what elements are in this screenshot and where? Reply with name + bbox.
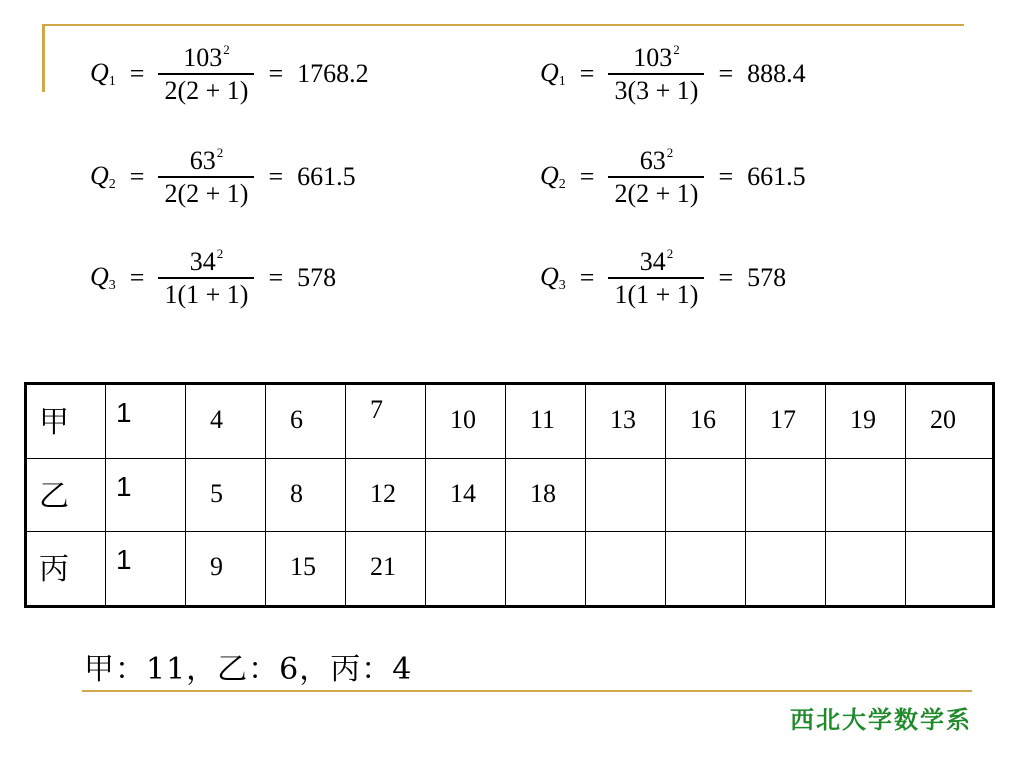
equals-sign: = [718,58,734,88]
table-cell: 1 [106,458,186,532]
table-cell: 1 [106,384,186,459]
formula-result: 888.4 [747,58,806,88]
table-cell [906,532,994,607]
formula-left-q2 [90,145,356,209]
table-cell [506,532,586,607]
table-cell: 20 [906,384,994,459]
equals-sign: = [268,161,284,191]
formula-left-q3 [90,246,336,310]
table-cell [666,532,746,607]
formula-lhs: $Q_2$ [540,160,566,192]
denominator: 1(1 + 1) [164,279,249,309]
table-cell: 7 [346,384,426,459]
table-cell: 6 [266,384,346,459]
formula-lhs: $Q_1$ [540,57,566,89]
row-label: 丙 [39,553,69,587]
equals-sign: = [268,58,284,88]
formula-right-q2 [540,145,806,209]
formula-result: 661.5 [297,161,356,191]
formula-right-q3 [540,246,786,310]
table-cell: 8 [266,458,346,532]
equals-sign: = [129,58,145,88]
frame-top-line [44,24,964,26]
formula-result: 661.5 [747,161,806,191]
table-cell [666,458,746,532]
formula-left-q1 [90,42,369,106]
fraction [608,246,704,310]
table-cell [586,532,666,607]
allocation-table [24,382,995,608]
table-cell: 19 [826,384,906,459]
equals-sign: = [579,161,595,191]
table-cell [746,532,826,607]
denominator: 3(3 + 1) [614,75,699,105]
row-label-cell [26,532,106,607]
denominator: 1(1 + 1) [614,279,699,309]
denominator: 2(2 + 1) [164,178,249,208]
table-cell: 18 [506,458,586,532]
formula-result: 578 [747,262,787,292]
formula-lhs: $Q_3$ [90,261,116,293]
row-label: 甲 [39,406,69,439]
table-cell: 5 [186,458,266,532]
table-cell: 21 [346,532,426,607]
row-label-cell [26,384,106,459]
table-cell [586,458,666,532]
equals-sign: = [718,262,734,292]
equals-sign: = [579,58,595,88]
table-cell [426,532,506,607]
summary-text: 甲：11，乙：6，丙：4 [84,652,413,687]
table-cell [746,458,826,532]
numerator: $34^2$ [189,246,224,276]
table-cell [906,458,994,532]
table-cell: 10 [426,384,506,459]
fraction [158,42,254,106]
frame-bottom-line [82,690,972,692]
row-label: 乙 [39,479,69,513]
formula-lhs: $Q_3$ [540,261,566,293]
table-cell: 1 [106,532,186,607]
table-cell: 12 [346,458,426,532]
table-cell: 11 [506,384,586,459]
table-cell [826,532,906,607]
table-cell: 17 [746,384,826,459]
table-row [26,458,994,532]
fraction [158,145,254,209]
formula-result: 1768.2 [297,58,369,88]
table-cell: 16 [666,384,746,459]
numerator: $103^2$ [183,42,230,72]
equals-sign: = [129,262,145,292]
numerator: $63^2$ [639,145,674,175]
table-cell: 14 [426,458,506,532]
denominator: 2(2 + 1) [614,178,699,208]
row-label-cell [26,458,106,532]
table-cell: 13 [586,384,666,459]
formula-result: 578 [297,262,337,292]
numerator: $34^2$ [639,246,674,276]
fraction [158,246,254,310]
fraction [608,145,704,209]
table-cell: 9 [186,532,266,607]
table-cell: 15 [266,532,346,607]
equals-sign: = [129,161,145,191]
numerator: $63^2$ [189,145,224,175]
table-row [26,532,994,607]
denominator: 2(2 + 1) [164,75,249,105]
equals-sign: = [268,262,284,292]
equals-sign: = [718,161,734,191]
table-cell [826,458,906,532]
table-cell: 4 [186,384,266,459]
numerator: $103^2$ [633,42,680,72]
table-row [26,384,994,459]
footer-department-label: 西北大学数学系 [790,706,972,734]
fraction [608,42,704,106]
formula-right-q1 [540,42,806,106]
formula-lhs: $Q_2$ [90,160,116,192]
formula-lhs: $Q_1$ [90,57,116,89]
frame-left-line [42,24,45,92]
equals-sign: = [579,262,595,292]
